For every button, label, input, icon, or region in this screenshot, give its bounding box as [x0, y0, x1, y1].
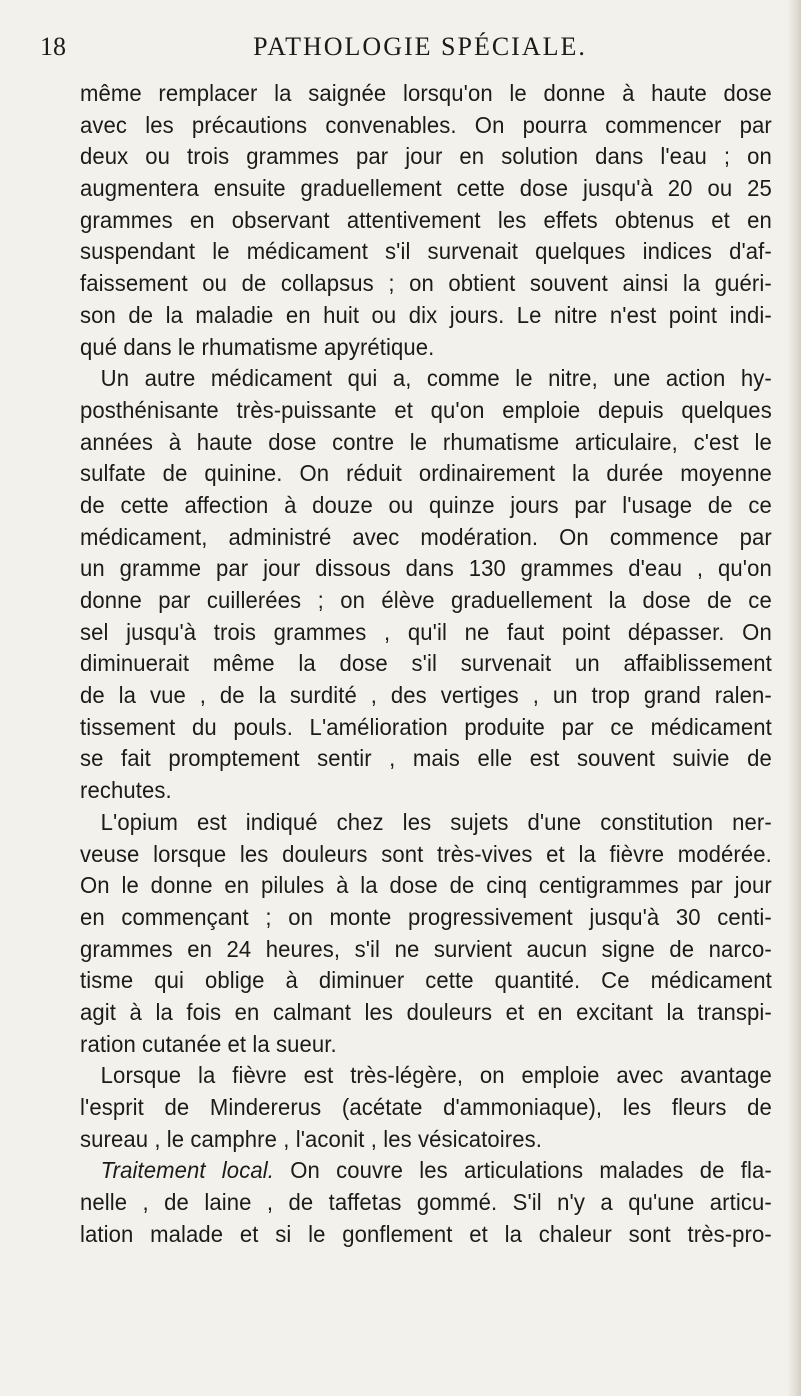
text-line: un gramme par jour dissous dans 130 grammes d'eau , qu'on [80, 555, 772, 582]
text-line: qué dans le rhumatisme apyrétique. [80, 333, 435, 360]
text-line-rest: On couvre les articulations malades de fla- [290, 1157, 772, 1184]
text-line: L'opium est indiqué chez les sujets d'une constitution ner- [100, 808, 772, 835]
text-line: en commençant ; on monte progressivement jusqu'à 30 centi- [80, 903, 772, 930]
text-line: deux ou trois grammes par jour en solution dans l'eau ; on [80, 143, 772, 170]
text-line: tissement du pouls. L'amélioration produite par ce médicament [80, 713, 772, 740]
text-line: augmentera ensuite graduellement cette dose jusqu'à 20 ou 25 [80, 175, 772, 202]
text-line: médicament, administré avec modération. On commence par [80, 523, 772, 550]
text-line: l'esprit de Mindererus (acétate d'ammoniaque), les fleurs de [80, 1094, 772, 1120]
text-line: sureau , le camphre , l'aconit , les vésicatoires. [80, 1125, 542, 1152]
text-line: donne par cuillerées ; on élève graduellement la dose de ce [80, 587, 772, 613]
text-line: Un autre médicament qui a, comme le nitre, une action hy- [100, 365, 772, 392]
text-line: suspendant le médicament s'il survenait quelques indices d'af- [80, 238, 772, 265]
text-line-with-heading [80, 1155, 772, 1187]
text-line: de cette affection à douze ou quinze jours par l'usage de ce [80, 491, 772, 518]
body-text [80, 78, 772, 1250]
text-line: faissement ou de collapsus ; on obtient souvent ainsi la guéri- [80, 270, 772, 297]
text-line: années à haute dose contre le rhumatisme articulaire, c'est le [80, 428, 772, 455]
text-line: posthénisante très-puissante et qu'on emploie depuis quelques [80, 396, 772, 423]
text-line: de la vue , de la surdité , des vertiges , un trop grand ralen- [80, 682, 772, 709]
text-line: sel jusqu'à trois grammes , qu'il ne faut point dépasser. On [80, 618, 772, 645]
text-line: diminuerait même la dose s'il survenait un affaiblissement [80, 650, 772, 677]
page-edge-shadow [787, 0, 801, 1396]
text-line: grammes en observant attentivement les effets obtenus et en [80, 206, 772, 233]
text-line: avec les précautions convenables. On pourra commencer par [80, 111, 772, 138]
text-line: agit à la fois en calmant les douleurs et en excitant la transpi- [80, 998, 772, 1025]
running-title: PATHOLOGIE SPÉCIALE. [253, 32, 587, 61]
text-line: même remplacer la saignée lorsqu'on le donne à haute dose [80, 80, 772, 106]
text-line: ration cutanée et la sueur. [80, 1030, 337, 1057]
text-line: grammes en 24 heures, s'il ne survient aucun signe de narco- [80, 935, 772, 962]
text-line: Lorsque la fièvre est très-légère, on emploie avec avantage [100, 1062, 772, 1089]
text-line: tisme qui oblige à diminuer cette quantité. Ce médicament [80, 967, 772, 994]
text-line: lation malade et si le gonflement et la chaleur sont très-pro- [80, 1220, 772, 1247]
italic-heading: Traitement local. [100, 1157, 274, 1184]
page-number: 18 [40, 32, 66, 61]
text-line: se fait promptement sentir , mais elle est souvent suivie de [80, 745, 772, 772]
page-header [40, 32, 760, 72]
text-line: rechutes. [80, 777, 172, 804]
text-line: nelle , de laine , de taffetas gommé. S'il n'y a qu'une articu- [80, 1189, 772, 1216]
text-line: veuse lorsque les douleurs sont très-vives et la fièvre modérée. [80, 840, 772, 867]
text-line: son de la maladie en huit ou dix jours. Le nitre n'est point indi- [80, 301, 772, 328]
text-line: On le donne en pilules à la dose de cinq centigrammes par jour [80, 872, 772, 899]
text-line: sulfate de quinine. On réduit ordinairement la durée moyenne [80, 460, 772, 487]
